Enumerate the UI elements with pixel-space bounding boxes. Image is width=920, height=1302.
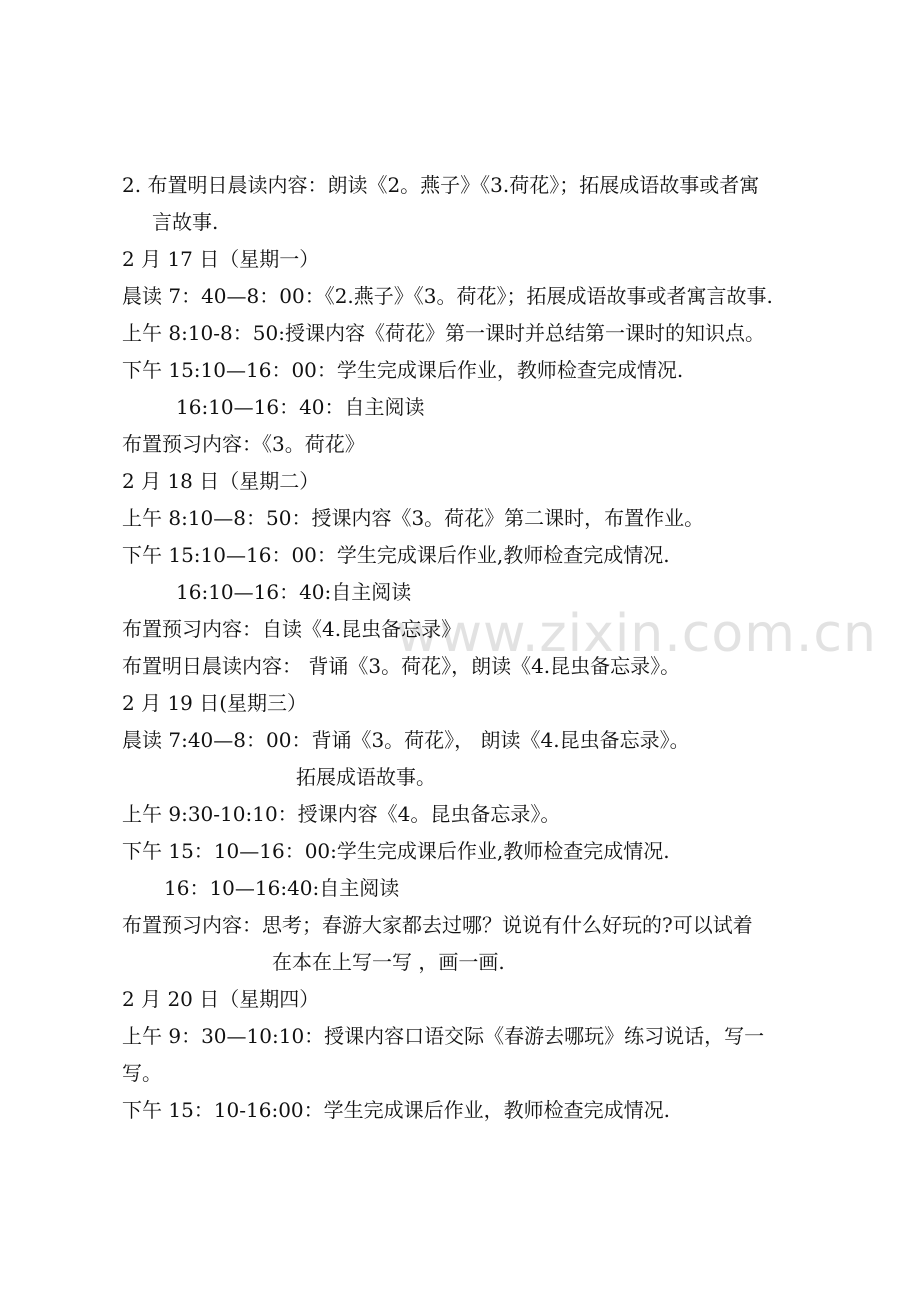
text-line: 下午 15：10—16：00:学生完成课后作业,教师检查完成情况. [122, 839, 670, 863]
text-line: 上午 9:30-10:10：授课内容《4。昆虫备忘录》。 [122, 802, 561, 826]
text-line: 下午 15：10-16:00：学生完成课后作业，教师检查完成情况. [122, 1098, 671, 1122]
text-line: 布置明日晨读内容： 背诵《3。荷花》，朗读《4.昆虫备忘录》。 [122, 654, 681, 678]
date-heading: 2 月 17 日（星期一） [122, 247, 320, 271]
date-heading: 2 月 19 日(星期三） [122, 691, 308, 715]
text-line: 晨读 7:40—8：00：背诵《3。荷花》， 朗读《4.昆虫备忘录》。 [122, 728, 690, 752]
date-heading: 2 月 18 日（星期二） [122, 469, 320, 493]
text-line: 上午 9：30—10:10：授课内容口语交际《春游去哪玩》练习说话，写一 [122, 1024, 765, 1048]
text-line: 下午 15:10—16：00：学生完成课后作业,教师检查完成情况. [122, 543, 670, 567]
text-line: 布置预习内容：思考；春游大家都去过哪？说说有什么好玩的?可以试着 [122, 913, 753, 937]
text-line: 下午 15:10—16：00：学生完成课后作业，教师检查完成情况. [122, 358, 684, 382]
text-line: 布置预习内容：自读《4.昆虫备忘录》 [122, 617, 462, 641]
text-line: 16:10—16：40：自主阅读 [176, 395, 425, 419]
text-line: 2. 布置明日晨读内容：朗读《2。燕子》《3.荷花》；拓展成语故事或者寓 [122, 173, 760, 197]
text-line: 言故事. [152, 210, 219, 234]
text-line: 拓展成语故事。 [296, 765, 436, 789]
text-line: 上午 8:10—8：50：授课内容《3。荷花》第二课时，布置作业。 [122, 506, 705, 530]
text-line: 布置预习内容：《3。荷花》 [122, 432, 365, 456]
watermark: www.zixin.com.cn [396, 604, 877, 664]
text-line: 16：10—16:40:自主阅读 [164, 876, 400, 900]
date-heading: 2 月 20 日（星期四） [122, 987, 320, 1011]
text-line: 上午 8:10-8：50:授课内容《荷花》第一课时并总结第一课时的知识点。 [122, 321, 765, 345]
text-line: 晨读 7：40—8：00：《2.燕子》《3。荷花》；拓展成语故事或者寓言故事. [122, 284, 773, 308]
text-line: 16:10—16：40:自主阅读 [176, 580, 412, 604]
text-line: 在本在上写一写 ，画一画. [272, 950, 505, 974]
text-line: 写。 [122, 1061, 162, 1085]
